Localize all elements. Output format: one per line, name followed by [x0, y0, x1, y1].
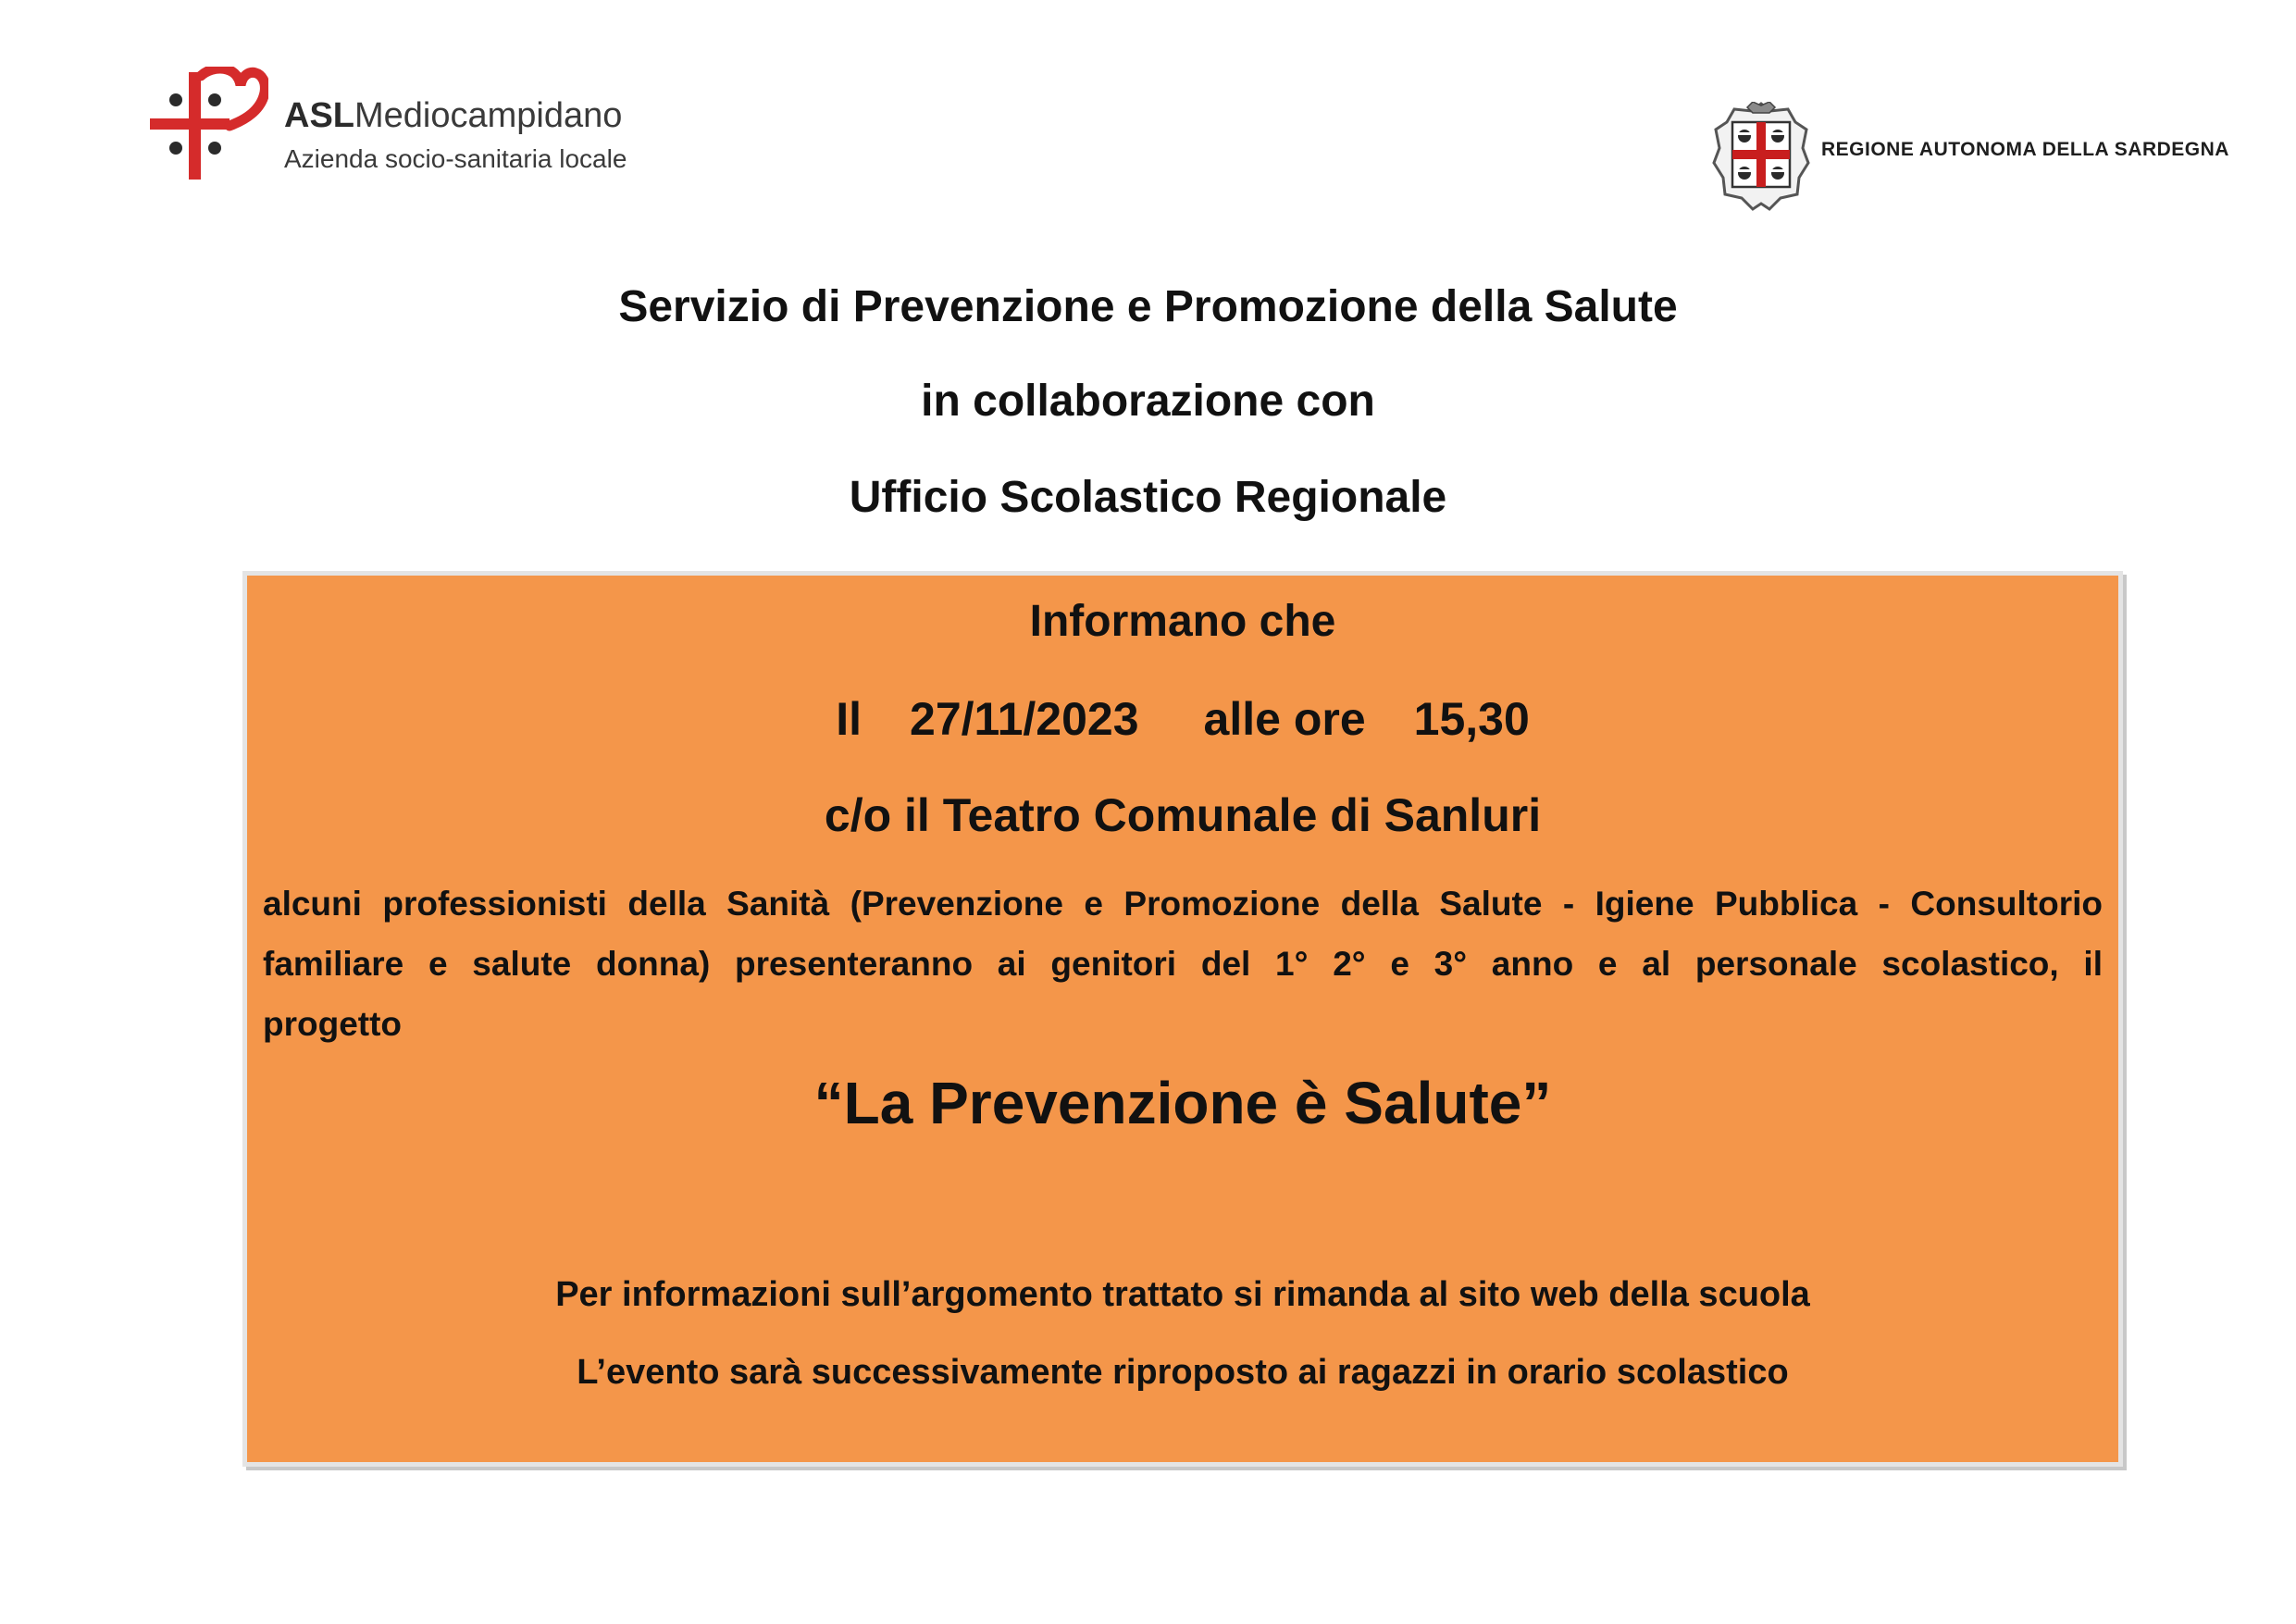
- event-description: [263, 874, 2103, 1054]
- info-note-website: Per informazioni sull’argomento trattato si rimanda al sito web della scuola: [555, 1275, 1810, 1314]
- description-line: progetto: [263, 1005, 403, 1043]
- asl-name-regular: Mediocampidano: [354, 96, 623, 135]
- header-office: Ufficio Scolastico Regionale: [849, 473, 1447, 522]
- sardinia-crest-icon: [1712, 102, 1810, 211]
- event-place: c/o il Teatro Comunale di Sanluri: [824, 789, 1542, 841]
- event-time: 15,30: [1413, 693, 1530, 745]
- event-date: 27/11/2023: [910, 693, 1139, 745]
- asl-subtitle: Azienda socio-sanitaria locale: [284, 144, 627, 173]
- project-title: “La Prevenzione è Salute”: [813, 1070, 1552, 1136]
- date-prefix: Il: [836, 693, 863, 745]
- header-service: Servizio di Prevenzione e Promozione della Salute: [618, 282, 1678, 331]
- informano-heading: Informano che: [1029, 597, 1336, 646]
- event-datetime: [247, 690, 2118, 748]
- time-prefix: alle ore: [1203, 693, 1366, 745]
- info-box: [242, 571, 2123, 1467]
- regione-logo: [1712, 102, 2267, 213]
- regione-name: REGIONE AUTONOMA DELLA SARDEGNA: [1821, 139, 2229, 160]
- asl-name: [284, 94, 627, 137]
- description-line: alcuni professionisti della Sanità (Prevenzione e Promozione della Salute - Igiene Pubblica - Consultorio: [263, 885, 2103, 923]
- asl-text-block: [284, 94, 627, 178]
- asl-logo: [148, 67, 666, 187]
- asl-cross-heart-icon: [148, 67, 268, 182]
- description-line: familiare e salute donna) presenteranno ai genitori del 1° 2° e 3° anno e al personale scolastico, il: [263, 945, 2103, 983]
- info-note-repeat: L’evento sarà successivamente riproposto ai ragazzi in orario scolastico: [577, 1353, 1789, 1392]
- header-collaboration: in collaborazione con: [921, 377, 1375, 426]
- asl-name-bold: ASL: [284, 96, 354, 135]
